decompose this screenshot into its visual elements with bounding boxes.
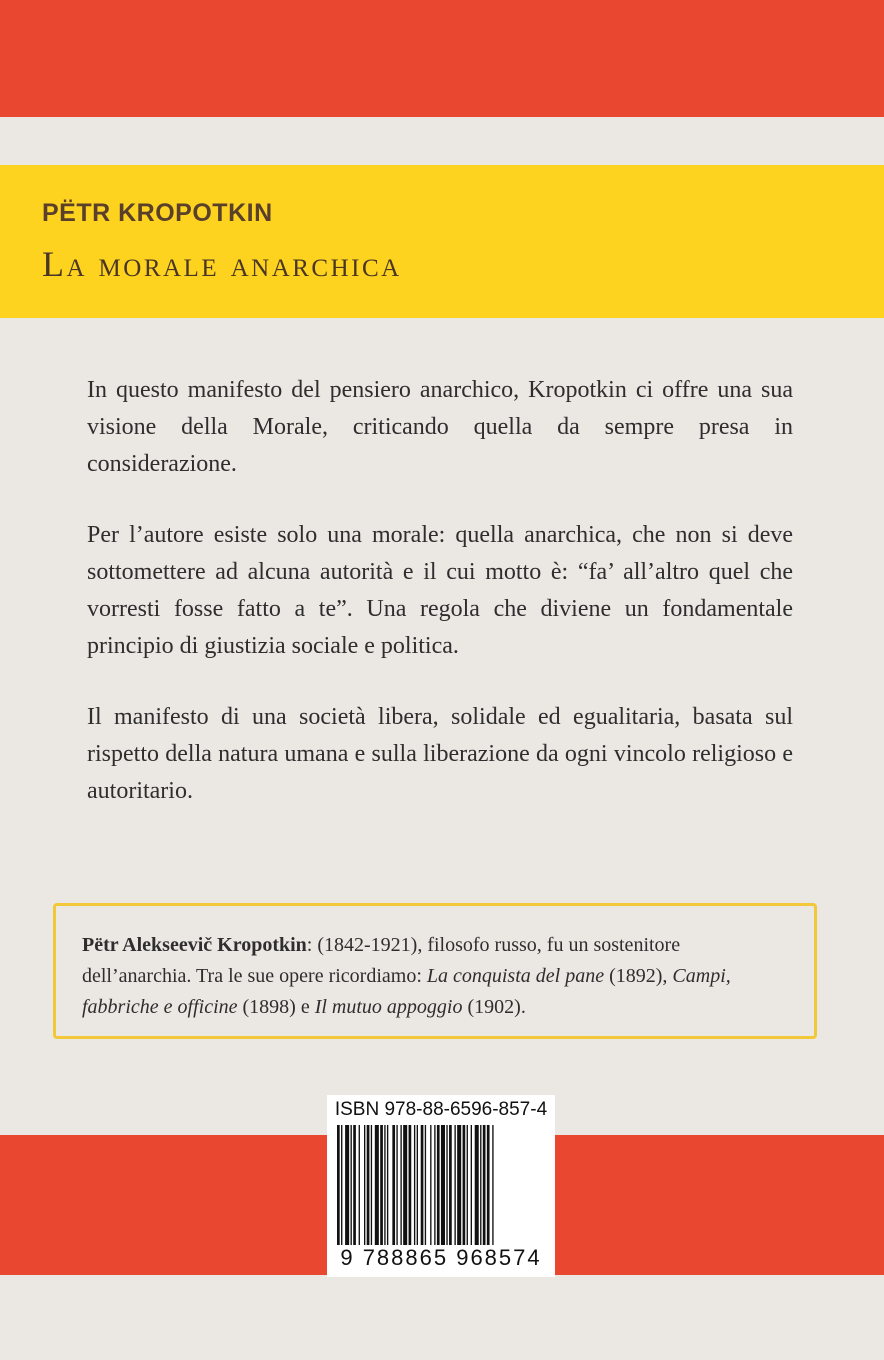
barcode-bar [353,1125,356,1245]
barcode-bar [384,1125,385,1245]
blurb [87,372,793,844]
top-red-band [0,0,884,117]
barcode-bar [359,1125,360,1245]
bio-author-name: Pëtr Alekseevič Kropotkin [82,934,307,956]
barcode-bar [492,1125,493,1245]
bio-year-2: (1898) e [237,996,315,1018]
isbn-label: ISBN 978-88-6596-857-4 [334,1099,548,1120]
bio-text: : (1842-1921), filosofo russo, fu un sostenitore dell’anarchia. Tra le sue opere ricordiamo: [82,934,681,987]
bio-year-3: (1902). [462,996,526,1018]
barcode-bar [457,1125,461,1245]
bio-work-1: La conquista del pane [426,965,605,987]
barcode-bar [421,1125,424,1245]
barcode-bar [487,1125,490,1245]
barcode-bar [441,1125,445,1245]
barcode-bar [430,1125,431,1245]
barcode-bar [371,1125,372,1245]
barcode-bar [400,1125,401,1245]
barcode-bar [480,1125,481,1245]
author-name: PËTR KROPOTKIN [42,199,273,227]
barcode-bar [437,1125,440,1245]
barcode-bar [351,1125,352,1245]
barcode-bar [341,1125,342,1245]
barcode-bar [449,1125,452,1245]
barcode-bar [392,1125,395,1245]
barcode-bar [364,1125,365,1245]
blurb-paragraph-2: Per l’autore esiste solo una morale: quella anarchica, che non si deve sottomettere ad alcuna autorità e il cui motto è: “fa’ all’altro quel che vorresti fosse fatto a te”. Una regola che diviene un fondamentale principio di giustizia sociale e politica. [87,522,793,659]
barcode-bar [446,1125,447,1245]
bio-work-2: Campi, fabbriche e officine [82,965,731,1018]
barcode-box [327,1095,555,1277]
barcode-bar [454,1125,455,1245]
barcode-bar [380,1125,383,1245]
blurb-paragraph-3: Il manifesto di una società libera, solidale ed egualitaria, basata sul rispetto della natura umana e sulla liberazione da ogni vincolo religioso e autoritario. [87,704,793,804]
barcode-bar [337,1125,340,1245]
barcode-bar [375,1125,379,1245]
author-bio-box [53,903,817,1039]
book-title: La morale anarchica [42,244,402,284]
barcode-bar [483,1125,486,1245]
barcode-bar [417,1125,418,1245]
title-band [0,165,884,318]
barcode-bar [403,1125,407,1245]
barcode-bar [425,1125,426,1245]
barcode-bar [434,1125,435,1245]
barcode-bar [409,1125,412,1245]
bio-work-3: Il mutuo appoggio [314,996,463,1018]
blurb-paragraph-1: In questo manifesto del pensiero anarchico, Kropotkin ci offre una sua visione della Morale, criticando quella da sempre presa in considerazione. [87,377,793,477]
barcode-bar [367,1125,370,1245]
barcode-bar [345,1125,349,1245]
barcode-bar [467,1125,468,1245]
barcode-bar [471,1125,472,1245]
barcode-bar [387,1125,388,1245]
barcode-bars [337,1125,545,1245]
barcode-bar [475,1125,479,1245]
barcode-bar [414,1125,415,1245]
barcode-bar [463,1125,466,1245]
ean-number: 9 788865 968574 [340,1245,542,1270]
bio-year-1: (1892), [604,965,673,987]
barcode-bar [396,1125,397,1245]
